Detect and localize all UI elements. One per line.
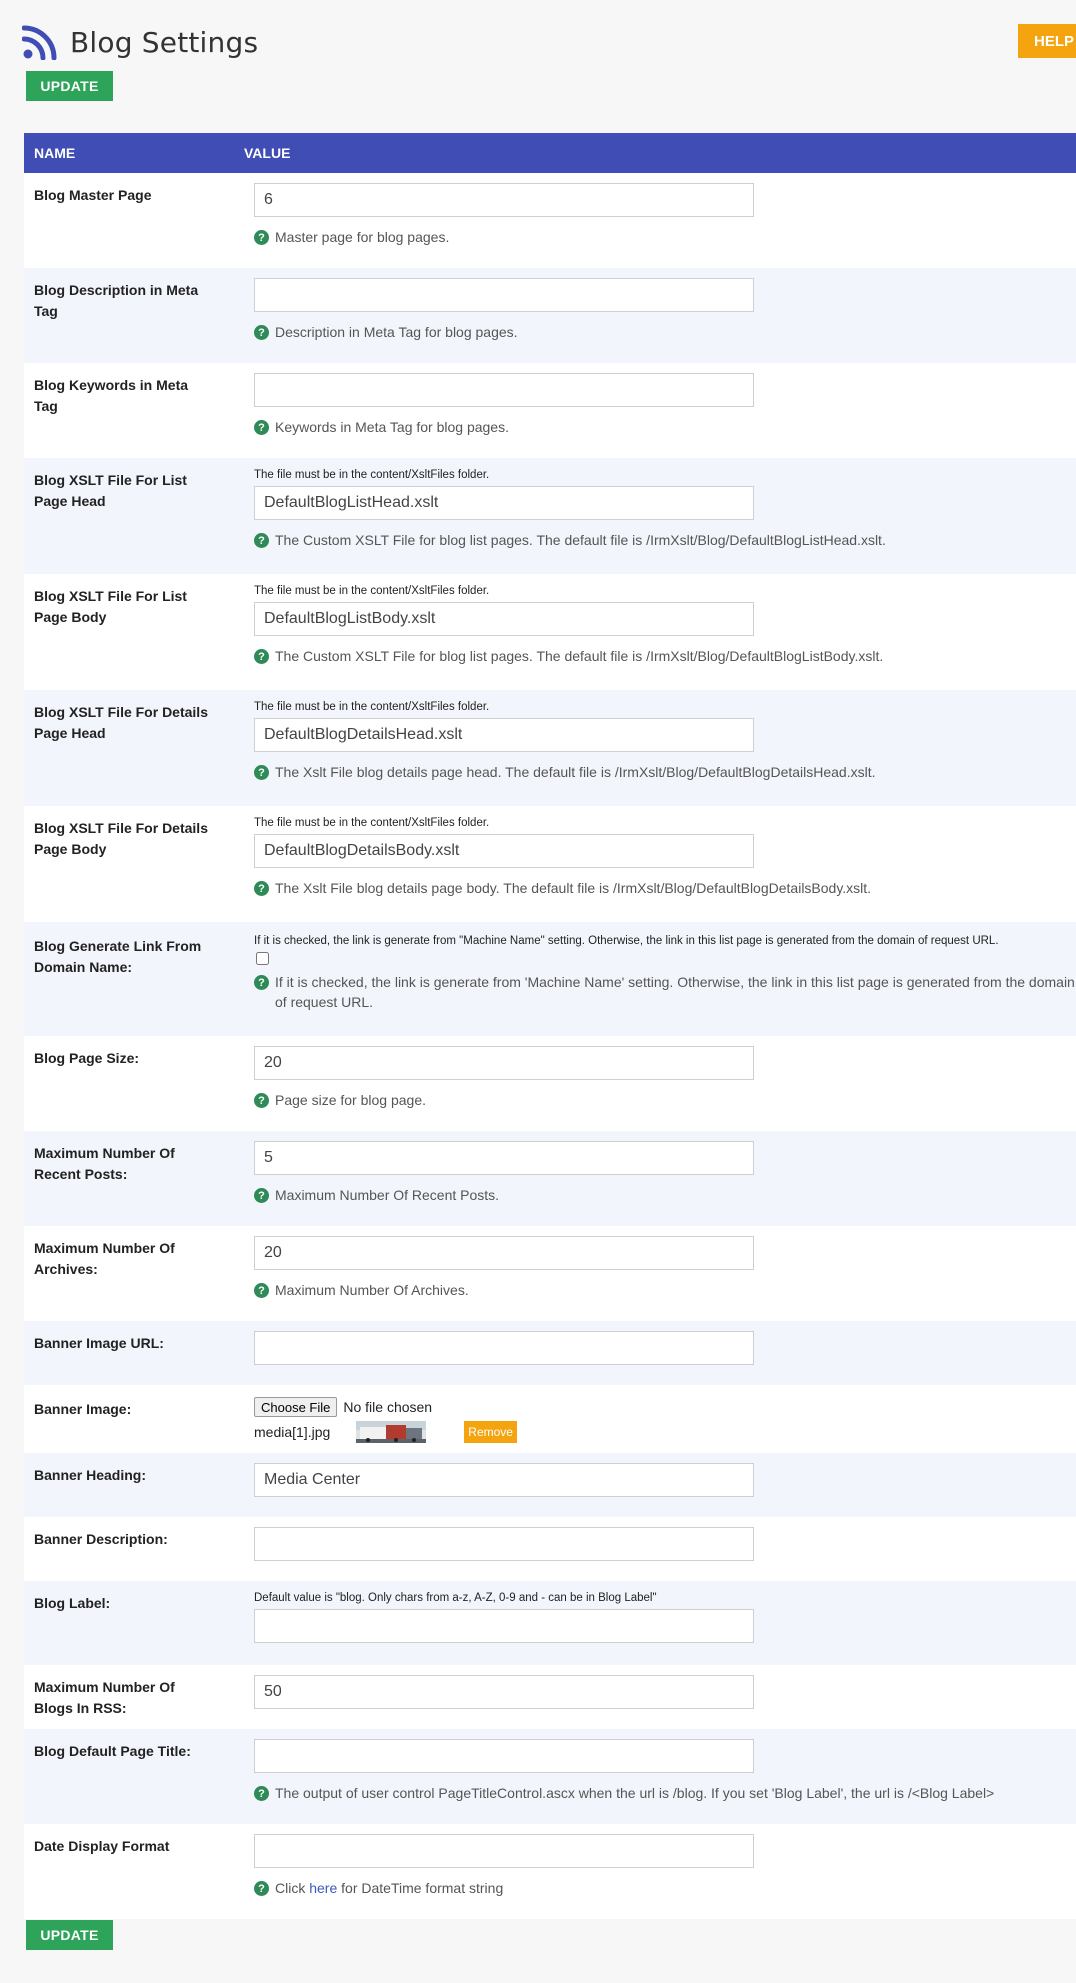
question-circle-icon: ? [254, 1881, 269, 1896]
setting-label: Blog Default Page Title: [34, 1743, 191, 1759]
setting-label: Banner Heading: [34, 1467, 147, 1483]
question-circle-icon: ? [254, 765, 269, 780]
settings-table [24, 133, 1076, 1896]
meta-description-input[interactable] [254, 278, 754, 312]
question-circle-icon: ? [254, 1786, 269, 1801]
date-format-input[interactable] [254, 1834, 754, 1868]
question-circle-icon: ? [254, 649, 269, 664]
banner-heading-input[interactable] [254, 1463, 754, 1497]
setting-row-date-format [24, 1824, 1076, 1919]
setting-label: Maximum Number Of Archives: [34, 1240, 175, 1277]
setting-label: Blog Generate Link From Domain Name: [34, 938, 202, 975]
setting-hint: ? Maximum Number Of Archives. [254, 1280, 1076, 1300]
help-button[interactable]: HELP [1018, 24, 1076, 58]
file-status: No file chosen [343, 1399, 433, 1415]
setting-label: Blog XSLT File For List Page Body [34, 588, 187, 625]
column-header-name: NAME [34, 145, 76, 161]
setting-row-banner-heading [24, 1453, 1076, 1517]
setting-row-xslt-list-body [24, 574, 1076, 690]
meta-keywords-input[interactable] [254, 373, 754, 407]
xslt-details-head-input[interactable] [254, 718, 754, 752]
question-circle-icon: ? [254, 420, 269, 435]
update-button-bottom[interactable]: UPDATE [26, 1920, 113, 1950]
setting-label: Blog XSLT File For Details Page Head [34, 704, 208, 741]
rss-max-input[interactable] [254, 1675, 754, 1709]
setting-hint: ? Page size for blog page. [254, 1090, 1076, 1110]
setting-label: Date Display Format [34, 1838, 170, 1854]
setting-hint: ? If it is checked, the link is generate from 'Machine Name' setting. Otherwise, the link in this list page is generated from the domain of request URL. [254, 972, 1076, 1012]
setting-row-meta-keywords [24, 363, 1076, 458]
setting-row-meta-description [24, 268, 1076, 363]
setting-row-blog-label [24, 1581, 1076, 1665]
question-circle-icon: ? [254, 1093, 269, 1108]
setting-label: Banner Image: [34, 1401, 132, 1417]
setting-row-xslt-details-head [24, 690, 1076, 806]
setting-row-generate-link [24, 922, 1076, 1036]
setting-row-master-page [24, 173, 1076, 268]
question-circle-icon: ? [254, 230, 269, 245]
generate-link-checkbox[interactable] [256, 952, 269, 965]
setting-label: Maximum Number Of Blogs In RSS: [34, 1679, 175, 1716]
setting-row-xslt-details-body [24, 806, 1076, 922]
setting-note: Default value is "blog. Only chars from a-z, A-Z, 0-9 and - can be in Blog Label" [254, 1592, 657, 1604]
banner-url-input[interactable] [254, 1331, 754, 1365]
page-size-input[interactable] [254, 1046, 754, 1080]
page-header [22, 22, 258, 62]
setting-label: Blog Label: [34, 1595, 111, 1611]
setting-row-banner-description [24, 1517, 1076, 1581]
datetime-format-link[interactable]: here [309, 1880, 338, 1896]
setting-label: Blog Page Size: [34, 1050, 140, 1066]
question-circle-icon: ? [254, 881, 269, 896]
setting-hint: ? The output of user control PageTitleControl.ascx when the url is /blog. If you set 'Blog Label', the url is /<Blog Label> [254, 1783, 1076, 1803]
setting-row-xslt-list-head [24, 458, 1076, 574]
column-header-value: VALUE [244, 145, 291, 161]
xslt-details-body-input[interactable] [254, 834, 754, 868]
default-title-input[interactable] [254, 1739, 754, 1773]
archives-input[interactable] [254, 1236, 754, 1270]
xslt-list-body-input[interactable] [254, 602, 754, 636]
setting-hint: ? Master page for blog pages. [254, 227, 1076, 247]
setting-hint: ? Maximum Number Of Recent Posts. [254, 1185, 1076, 1205]
setting-hint: ? The Xslt File blog details page head. The default file is /IrmXslt/Blog/DefaultBlogDetailsHead.xslt. [254, 762, 1076, 782]
setting-note: If it is checked, the link is generate from "Machine Name" setting. Otherwise, the link in this list page is generated from the domain of request URL. [254, 935, 999, 947]
setting-label: Blog Description in Meta Tag [34, 282, 199, 319]
setting-note: The file must be in the content/XsltFiles folder. [254, 701, 490, 713]
question-circle-icon: ? [254, 1283, 269, 1298]
xslt-list-head-input[interactable] [254, 486, 754, 520]
setting-hint: ? Keywords in Meta Tag for blog pages. [254, 417, 1076, 437]
update-button-top[interactable]: UPDATE [26, 71, 113, 101]
blog-label-input[interactable] [254, 1609, 754, 1643]
setting-note: The file must be in the content/XsltFiles folder. [254, 817, 490, 829]
banner-thumbnail [356, 1421, 426, 1443]
setting-row-archives [24, 1226, 1076, 1321]
rss-icon [22, 24, 58, 60]
setting-row-recent-posts [24, 1131, 1076, 1226]
setting-hint: ? Description in Meta Tag for blog pages. [254, 322, 1076, 342]
setting-label: Blog XSLT File For Details Page Body [34, 820, 208, 857]
recent-posts-input[interactable] [254, 1141, 754, 1175]
remove-image-button[interactable]: Remove [464, 1421, 517, 1443]
table-header [24, 133, 1076, 173]
setting-row-page-size [24, 1036, 1076, 1131]
setting-hint: ? The Custom XSLT File for blog list pages. The default file is /IrmXslt/Blog/DefaultBlogListBody.xslt. [254, 646, 1076, 666]
banner-description-input[interactable] [254, 1527, 754, 1561]
file-picker [254, 1397, 1076, 1417]
current-media [254, 1421, 1076, 1443]
setting-label: Blog Master Page [34, 187, 152, 203]
setting-hint: ? The Xslt File blog details page body. The default file is /IrmXslt/Blog/DefaultBlogDetailsBody.xslt. [254, 878, 1076, 898]
question-circle-icon: ? [254, 975, 269, 990]
setting-label: Banner Image URL: [34, 1335, 164, 1351]
setting-label: Banner Description: [34, 1531, 168, 1547]
setting-label: Blog Keywords in Meta Tag [34, 377, 189, 414]
setting-row-banner-url [24, 1321, 1076, 1385]
media-filename: media[1].jpg [254, 1424, 331, 1440]
setting-row-default-title [24, 1729, 1076, 1824]
master-page-input[interactable] [254, 183, 754, 217]
setting-hint: ? The Custom XSLT File for blog list pages. The default file is /IrmXslt/Blog/DefaultBlogListHead.xslt. [254, 530, 1076, 550]
setting-row-banner-image [24, 1385, 1076, 1453]
question-circle-icon: ? [254, 1188, 269, 1203]
setting-note: The file must be in the content/XsltFiles folder. [254, 469, 490, 481]
setting-label: Blog XSLT File For List Page Head [34, 472, 187, 509]
setting-hint: ? Click here for DateTime format string [254, 1878, 1076, 1898]
setting-label: Maximum Number Of Recent Posts: [34, 1145, 175, 1182]
question-circle-icon: ? [254, 325, 269, 340]
setting-row-rss-max [24, 1665, 1076, 1729]
question-circle-icon: ? [254, 533, 269, 548]
page-title: Blog Settings [70, 25, 259, 59]
setting-note: The file must be in the content/XsltFiles folder. [254, 585, 490, 597]
choose-file-button[interactable]: Choose File [254, 1397, 337, 1417]
